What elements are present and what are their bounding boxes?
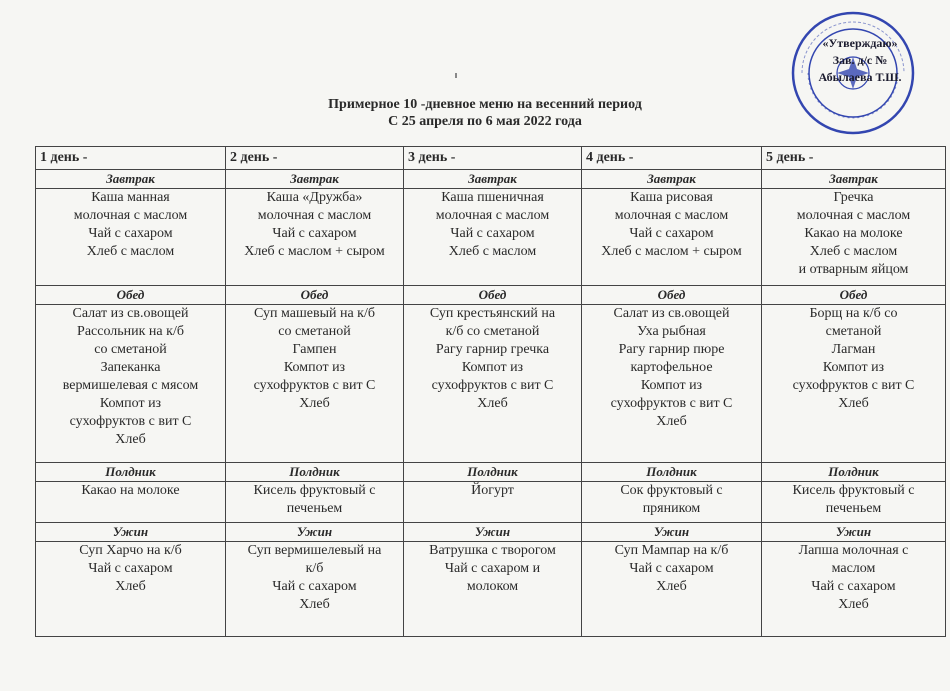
meal-label: Завтрак xyxy=(762,170,946,189)
dish-cell xyxy=(582,482,762,523)
dish-line: Хлеб xyxy=(838,597,869,612)
meal-label: Обед xyxy=(582,286,762,305)
dish-line: Чай с сахаром xyxy=(629,561,714,576)
dish-line: вермишелевая с мясом xyxy=(62,378,199,393)
dish-line: Хлеб xyxy=(299,597,330,612)
dish-cell xyxy=(404,482,582,523)
dish-line: Лагман xyxy=(831,342,876,357)
dish-line: печеньем xyxy=(825,501,882,516)
dish-line: Каша «Дружба» xyxy=(266,190,363,205)
dish-line: Хлеб xyxy=(115,579,146,594)
title-line-2: С 25 апреля по 6 мая 2022 года xyxy=(388,114,582,129)
meal-label: Обед xyxy=(36,286,226,305)
dish-cell xyxy=(404,305,582,463)
dish-line: Хлеб xyxy=(838,396,869,411)
dish-line: пряником xyxy=(642,501,701,516)
dish-line: Компот из xyxy=(461,360,524,375)
dish-line: Какао на молоке xyxy=(81,483,180,498)
meal-label: Ужин xyxy=(404,523,582,542)
dish-line: Чай с сахаром xyxy=(272,579,357,594)
dish-cell xyxy=(762,542,946,637)
approval-line: Абылаева Т.Ш. xyxy=(818,70,902,84)
menu-table xyxy=(35,146,946,637)
dish-line: Суп крестьянский на xyxy=(429,306,556,321)
dish-line: маслом xyxy=(831,561,876,576)
dish-line: молочная с маслом xyxy=(796,208,911,223)
dish-line: Хлеб с маслом xyxy=(86,244,175,259)
dish-line: со сметаной xyxy=(278,324,351,339)
meal-label-row xyxy=(36,463,946,482)
meal-label-row xyxy=(36,286,946,305)
meal-label: Завтрак xyxy=(36,170,226,189)
meal-label: Полдник xyxy=(762,463,946,482)
dish-line: Каша рисовая xyxy=(630,190,713,205)
dish-line: со сметаной xyxy=(94,342,167,357)
meal-label-row xyxy=(36,523,946,542)
dish-line: и отварным яйцом xyxy=(798,262,909,277)
dish-line: Салат из св.овощей xyxy=(613,306,730,321)
dish-cell xyxy=(582,542,762,637)
title-line-1: Примерное 10 -дневное меню на весенний период xyxy=(328,97,642,112)
dish-cell xyxy=(36,542,226,637)
dish-line: Запеканка xyxy=(100,360,161,375)
meal-label: Завтрак xyxy=(582,170,762,189)
dish-line: Чай с сахаром xyxy=(811,579,896,594)
dish-line: молочная с маслом xyxy=(73,208,188,223)
dish-line: Гречка xyxy=(833,190,874,205)
dish-line: Салат из св.овощей xyxy=(72,306,189,321)
meal-label: Завтрак xyxy=(404,170,582,189)
dish-cell xyxy=(226,482,404,523)
dish-line: Хлеб с маслом xyxy=(448,244,537,259)
dish-line: Лапша молочная с xyxy=(798,543,909,558)
meal-label: Полдник xyxy=(36,463,226,482)
dish-cell xyxy=(582,305,762,463)
meal-dishes-row xyxy=(36,189,946,286)
meal-label: Ужин xyxy=(226,523,404,542)
day-header: 4 день - xyxy=(582,147,762,170)
dish-line: Чай с сахаром xyxy=(272,226,357,241)
dish-line: Каша пшеничная xyxy=(441,190,544,205)
dish-line: Хлеб xyxy=(656,579,687,594)
dish-line: Компот из xyxy=(640,378,703,393)
dish-line: Компот из xyxy=(99,396,162,411)
dish-line: картофельное xyxy=(630,360,713,375)
meal-dishes-row xyxy=(36,542,946,637)
dish-cell xyxy=(582,189,762,286)
dish-line: Хлеб xyxy=(477,396,508,411)
meal-label: Обед xyxy=(226,286,404,305)
dish-cell xyxy=(226,542,404,637)
dish-line: Йогурт xyxy=(471,483,514,498)
dish-line: Суп Харчо на к/б xyxy=(79,543,182,558)
dish-cell xyxy=(404,542,582,637)
dish-cell xyxy=(404,189,582,286)
dish-line: Чай с сахаром xyxy=(450,226,535,241)
dish-line: Гампен xyxy=(292,342,337,357)
dish-line: сухофруктов с вит С xyxy=(792,378,915,393)
meal-label: Ужин xyxy=(36,523,226,542)
meal-label: Ужин xyxy=(582,523,762,542)
day-header: 2 день - xyxy=(226,147,404,170)
dish-line: Уха рыбная xyxy=(637,324,706,339)
dish-line: Хлеб с маслом xyxy=(809,244,898,259)
meal-label-row xyxy=(36,170,946,189)
dish-line: Каша манная xyxy=(91,190,170,205)
dish-line: Хлеб с маслом + сыром xyxy=(244,244,385,259)
stray-mark xyxy=(455,73,457,78)
dish-line: Чай с сахаром xyxy=(88,226,173,241)
meal-label: Полдник xyxy=(582,463,762,482)
dish-line: Чай с сахаром xyxy=(88,561,173,576)
meal-label: Обед xyxy=(404,286,582,305)
approval-block xyxy=(800,35,920,86)
meal-label: Обед xyxy=(762,286,946,305)
day-header: 5 день - xyxy=(762,147,946,170)
meal-label: Завтрак xyxy=(226,170,404,189)
day-header: 1 день - xyxy=(36,147,226,170)
dish-line: Суп вермишелевый на xyxy=(247,543,382,558)
dish-line: печеньем xyxy=(286,501,343,516)
meal-dishes-row xyxy=(36,305,946,463)
dish-line: сметаной xyxy=(825,324,882,339)
dish-line: сухофруктов с вит С xyxy=(610,396,733,411)
dish-line: Чай с сахаром xyxy=(629,226,714,241)
dish-line: Суп Мампар на к/б xyxy=(614,543,729,558)
dish-line: Какао на молоке xyxy=(804,226,903,241)
meal-label: Ужин xyxy=(762,523,946,542)
dish-cell xyxy=(226,189,404,286)
dish-line: Суп машевый на к/б xyxy=(254,306,375,321)
dish-line: Хлеб xyxy=(115,432,146,447)
meal-dishes-row xyxy=(36,482,946,523)
dish-line: Сок фруктовый с xyxy=(620,483,723,498)
dish-line: Компот из xyxy=(283,360,346,375)
dish-line: Борщ на к/б со xyxy=(809,306,898,321)
approval-line: Зав. д/с № xyxy=(832,53,888,67)
dish-cell xyxy=(36,189,226,286)
dish-line: молочная с маслом xyxy=(257,208,372,223)
dish-line: Чай с сахаром и xyxy=(444,561,541,576)
dish-line: Кисель фруктовый с xyxy=(792,483,915,498)
dish-cell xyxy=(226,305,404,463)
dish-line: Рассольник на к/б xyxy=(77,324,184,339)
meal-label: Полдник xyxy=(404,463,582,482)
dish-line: Рагу гарнир пюре xyxy=(618,342,725,357)
dish-line: Кисель фруктовый с xyxy=(253,483,376,498)
day-header-row xyxy=(36,147,946,170)
dish-line: молочная с маслом xyxy=(614,208,729,223)
dish-cell xyxy=(762,482,946,523)
dish-line: Хлеб xyxy=(299,396,330,411)
dish-line: Компот из xyxy=(822,360,885,375)
dish-line: сухофруктов с вит С xyxy=(69,414,192,429)
dish-line: сухофруктов с вит С xyxy=(431,378,554,393)
dish-line: сухофруктов с вит С xyxy=(253,378,376,393)
dish-line: Рагу гарнир гречка xyxy=(435,342,550,357)
day-header: 3 день - xyxy=(404,147,582,170)
dish-line: Хлеб xyxy=(656,414,687,429)
dish-line: к/б xyxy=(305,561,324,576)
page-title xyxy=(270,96,700,130)
approval-line: «Утверждаю» xyxy=(822,36,898,50)
dish-cell xyxy=(36,482,226,523)
dish-line: молоком xyxy=(466,579,519,594)
dish-line: Хлеб с маслом + сыром xyxy=(601,244,742,259)
dish-line: к/б со сметаной xyxy=(445,324,540,339)
dish-cell xyxy=(762,305,946,463)
dish-cell xyxy=(36,305,226,463)
dish-line: молочная с маслом xyxy=(435,208,550,223)
meal-label: Полдник xyxy=(226,463,404,482)
dish-line: Ватрушка с творогом xyxy=(429,543,556,558)
dish-cell xyxy=(762,189,946,286)
